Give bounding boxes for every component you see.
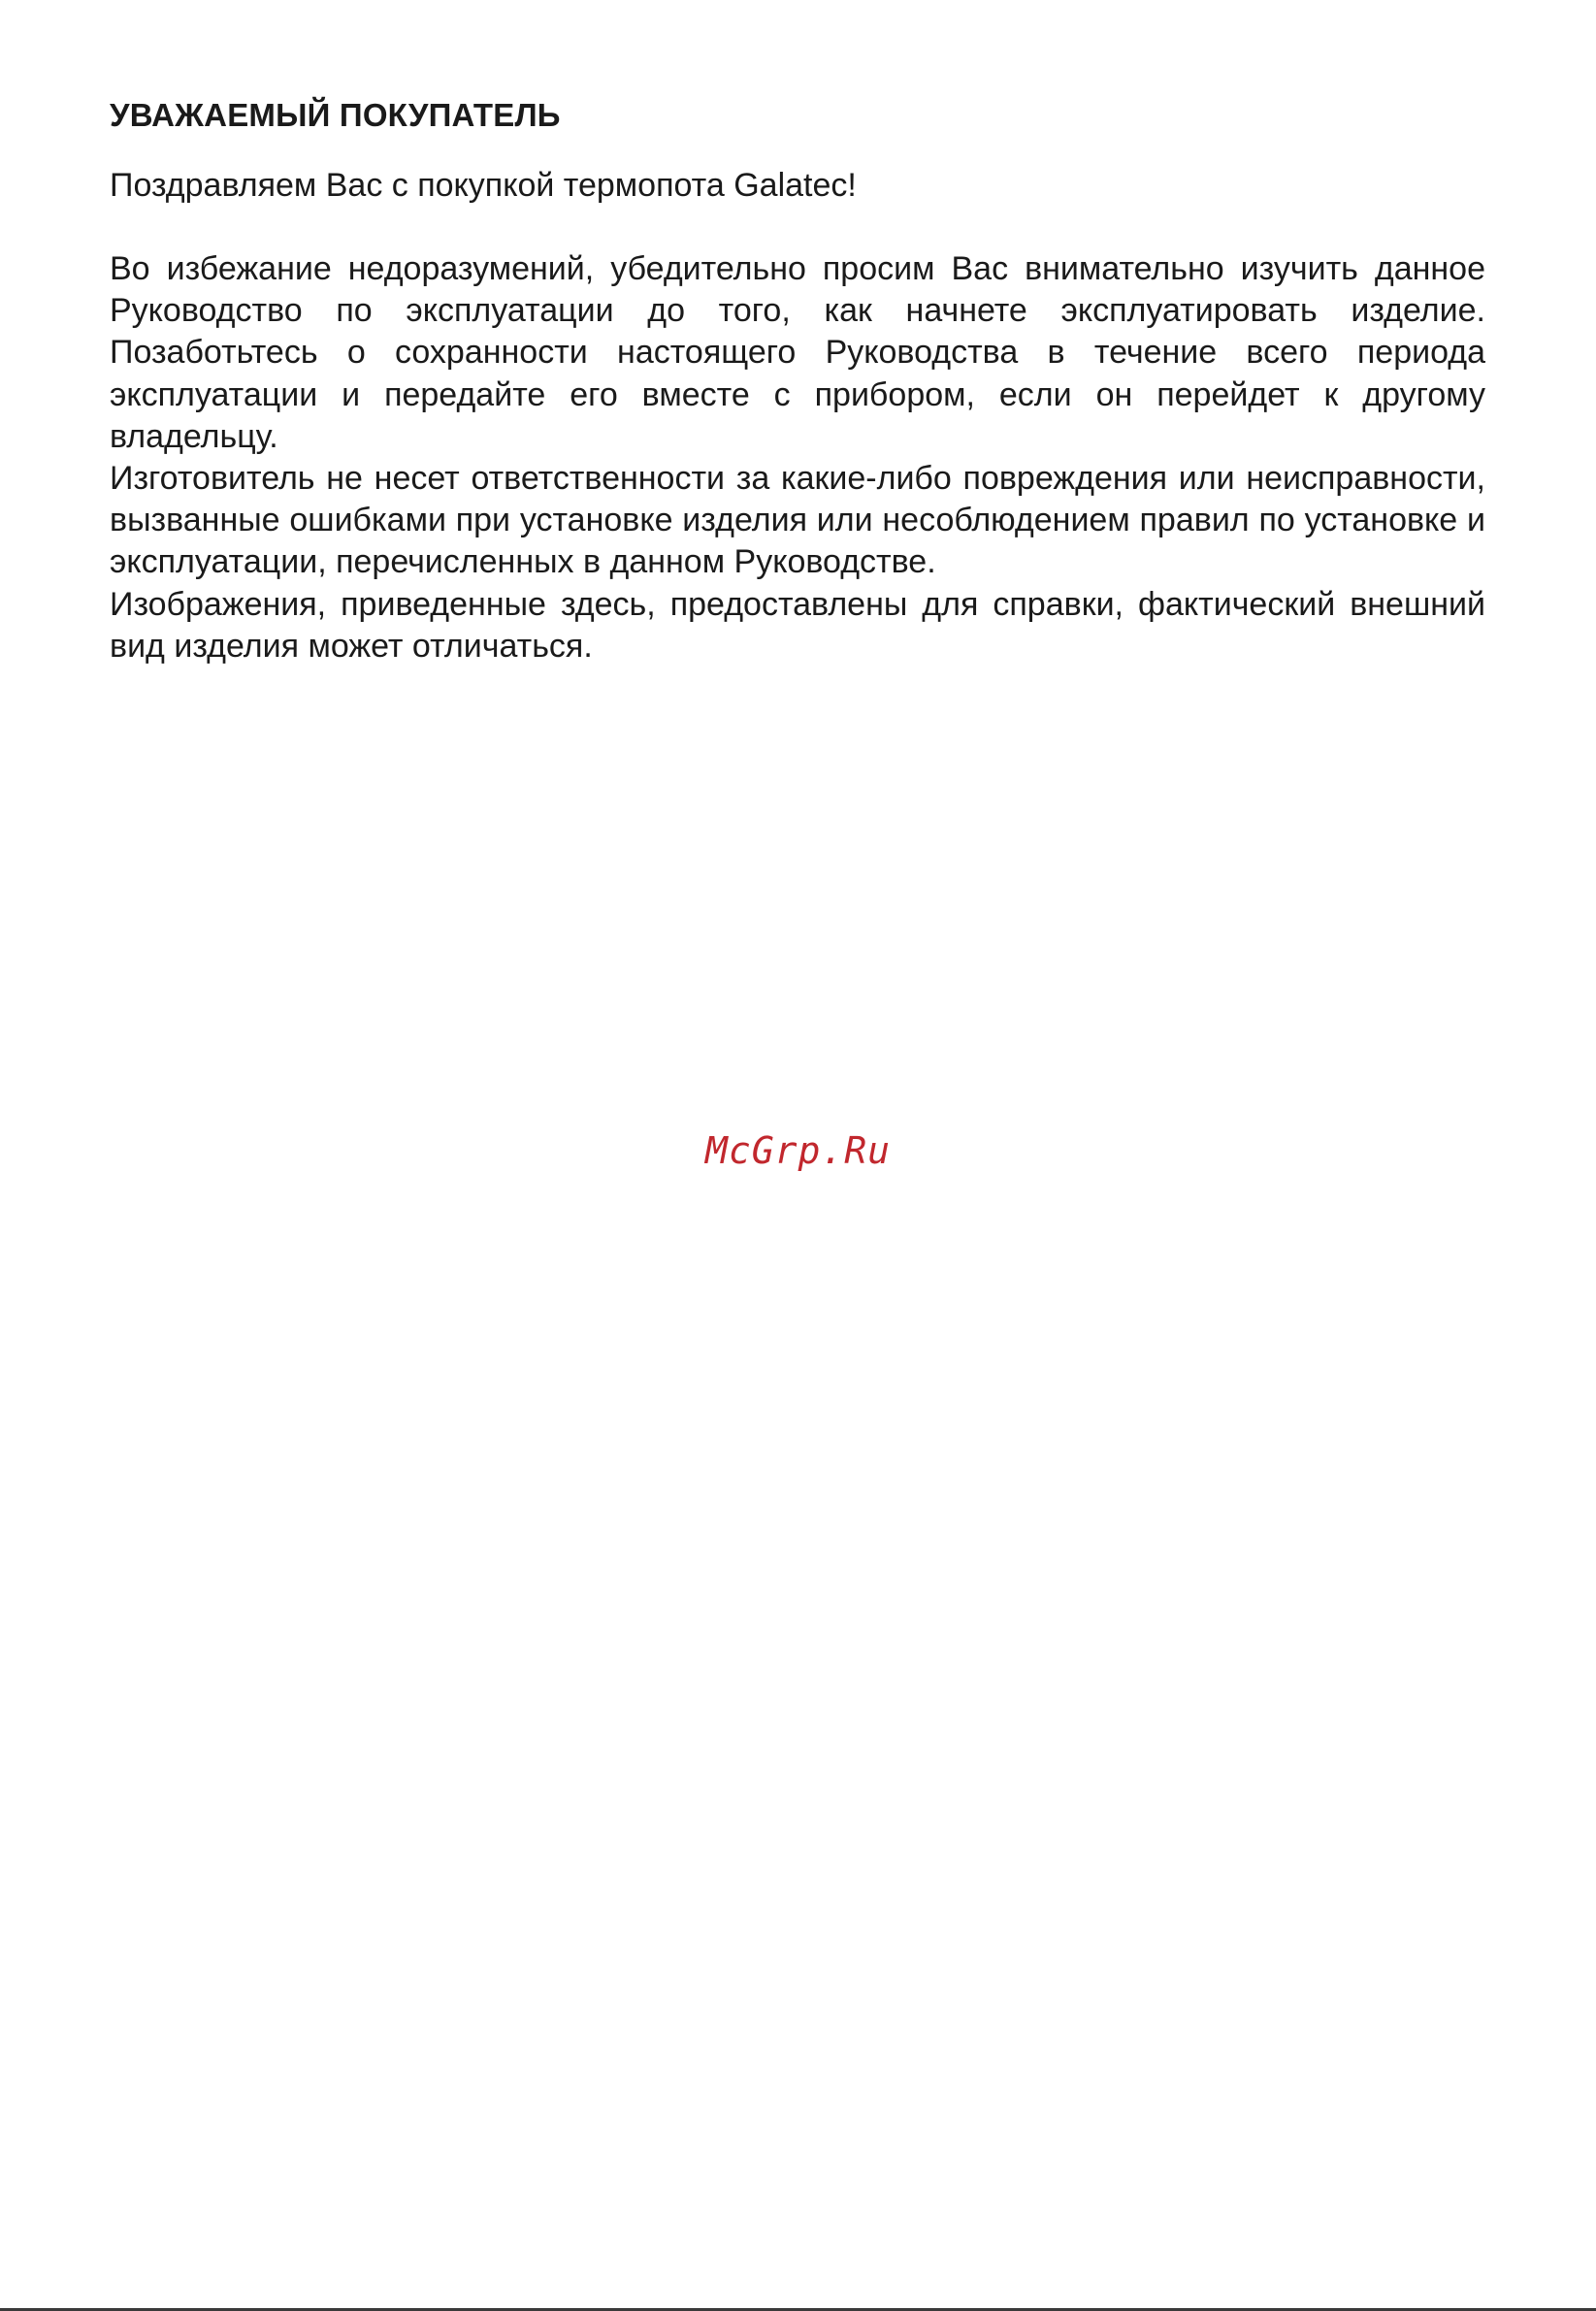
paragraph-images-disclaimer: Изображения, приведенные здесь, предоставлены для справки, фактический внешний вид изделия может отличаться. — [110, 585, 1485, 665]
document-page — [110, 89, 1485, 667]
paragraph-instructions: Во избежание недоразумений, убедительно просим Вас внимательно изучить данное Руководство по эксплуатации до того, как начнете эксплуатировать изделие. Позаботьтесь о сохранности настоящего Руководства в течение всего периода эксплуатации и передайте его вместе с прибором, если он перейдет к другому владельцу. — [110, 250, 1485, 455]
body-text — [110, 248, 1485, 667]
watermark-text: McGrp.Ru — [704, 1129, 892, 1172]
greeting-text: Поздравляем Вас с покупкой термопота Galatec! — [110, 167, 857, 204]
page-title: УВАЖАЕМЫЙ ПОКУПАТЕЛЬ — [110, 97, 561, 133]
paragraph-liability: Изготовитель не несет ответственности за какие-либо повреждения или неисправности, вызванные ошибками при установке изделия или несоблюдением правил по установке и эксплуатации, перечисленных в данном Руководстве. — [110, 460, 1485, 581]
